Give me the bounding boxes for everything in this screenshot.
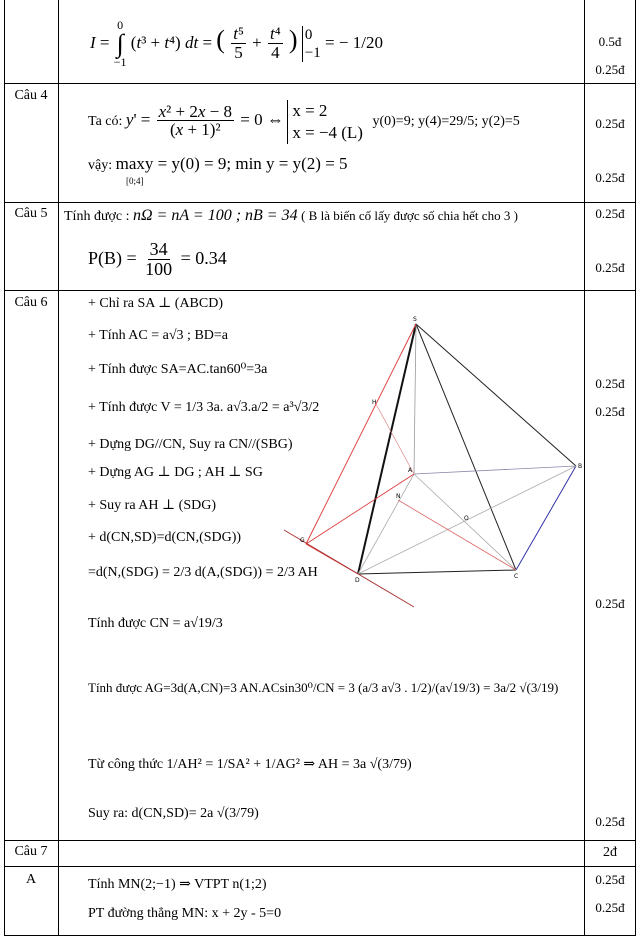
pyramid-figure (280, 312, 590, 612)
point-cau5-2: 0.25đ (595, 260, 625, 275)
row-divider-3 (4, 290, 636, 291)
cau4-label: Câu 4 (14, 88, 48, 103)
line-AC (414, 474, 516, 570)
cau7-line1: Tính MN(2;−1) ⇒ VTPT n(1;2) (88, 877, 267, 892)
edge-AB (414, 466, 576, 474)
cau5-p-label: P(B) = (88, 247, 137, 268)
label-G: G (300, 537, 305, 544)
cau4-interval: [0;4] (126, 176, 144, 186)
point-cau7-1: 0.25đ (595, 872, 625, 887)
cau5-label: Câu 5 (14, 206, 48, 221)
label-D: D (355, 577, 360, 584)
point-cau6-2: 0.25đ (595, 404, 625, 419)
table-divider-label (58, 0, 59, 936)
cau5-num: 34 (149, 239, 168, 259)
cau4-line1: Ta có: y' = $\frac{\text{x² + 2x − 8}}{\text{(x + 1)²}}$ = 0 ⇔ x = 2 x = −4 (L) y(0)=9; y(4)=29/5; y(2)=5 (88, 101, 520, 142)
integral-lower: −1 (113, 55, 127, 69)
cau5-note: ( B là biến cố lấy được số chia hết cho 3 ) (301, 208, 518, 223)
row-divider-5 (4, 866, 636, 867)
cau4-line2 (88, 154, 348, 174)
point-cau4-1: 0.25đ (595, 116, 625, 131)
point-cau6-3: 0.25đ (595, 596, 625, 611)
pyramid-svg (280, 312, 590, 612)
row-divider-4 (4, 840, 636, 841)
edge-SA (414, 324, 416, 474)
edge-SC (416, 324, 516, 570)
cau6-step-3: + Tính được SA=AC.tan60⁰=3a (88, 362, 268, 377)
cau5-eq: nΩ = nA = 100 ; nB = 34 (133, 207, 298, 224)
label-N: N (396, 493, 401, 500)
cau7-label: Câu 7 (14, 844, 48, 859)
cau7-line2: PT đường thẳng MN: x + 2y - 5=0 (88, 906, 282, 921)
label-B: B (578, 463, 583, 470)
cau6-step-11: Tính được AG=3d(A,CN)=3 AN.ACsin30⁰/CN = 3 (a/3 a√3 . 1/2)/(a√19/3) = 3a/2 √(3/19) (88, 680, 559, 695)
cau4-case1: x = 2 (292, 101, 328, 120)
table-border-left (4, 0, 5, 936)
label-S: S (413, 316, 417, 323)
point-cau6-4: 0.25đ (595, 814, 625, 829)
cau6-step-6: + Dựng AG ⊥ DG ; AH ⊥ SG (88, 465, 263, 480)
row-divider-1 (4, 83, 636, 84)
line-AG (306, 474, 414, 544)
cau6-step-5: + Dựng DG//CN, Suy ra CN//(SBG) (88, 437, 293, 452)
cau6-step-4: + Tính được V = 1/3 3a. a√3.a/2 = a³√3/2 (88, 400, 320, 415)
cau6-step-10: Tính được CN = a√19/3 (88, 616, 223, 631)
row-divider-2 (4, 202, 636, 203)
cau6-step-13: Suy ra: d(CN,SD)= 2a √(3/79) (88, 806, 259, 821)
cau5-p-value: = 0.34 (180, 247, 227, 268)
cau5-prefix: Tính được : (64, 209, 130, 224)
cau6-step-9: =d(N,(SDG) = 2/3 d(A,(SDG)) = 2/3 AH (88, 565, 318, 580)
line-CN (398, 500, 516, 570)
edge-AD (358, 474, 414, 574)
point-cau7-2: 0.25đ (595, 900, 625, 915)
cau6-label: Câu 6 (14, 295, 48, 310)
cau6-step-7: + Suy ra AH ⊥ (SDG) (88, 498, 217, 513)
cau6-step-2: + Tính AC = a√3 ; BD=a (88, 328, 228, 343)
cau5-line1 (64, 207, 518, 225)
cau4-prefix: Ta có: (88, 114, 123, 130)
label-C: C (514, 573, 519, 580)
cau7-part-label: A (25, 872, 37, 887)
cau6-step-8: + d(CN,SD)=d(CN,(SDG)) (88, 530, 242, 545)
cau4-line2-eq: maxy = y(0) = 9; min y = y(2) = 5 (115, 154, 348, 173)
point-top-2: 0.25đ (595, 62, 625, 77)
cau7-total: 2đ (603, 845, 617, 860)
point-top-1: 0.5đ (598, 34, 622, 49)
cau4-line2-prefix: vậy: (88, 158, 113, 173)
edge-DC (358, 570, 516, 574)
edge-SD (358, 324, 416, 574)
edge-SG (306, 324, 416, 544)
point-cau6-1: 0.25đ (595, 376, 625, 391)
table-border-right (635, 0, 636, 936)
label-H: H (372, 399, 377, 406)
integral-result: − 1/20 (338, 32, 383, 52)
cau4-values: y(0)=9; y(4)=29/5; y(2)=5 (372, 114, 520, 130)
integral-equation: I = 0 ∫ −1 (t³ + t⁴) dt = ( $\frac{\text{t⁵}}{5}$ + $\frac{\text{t⁴}}{4}$ ) 0 −1 = − 1/20 (90, 18, 383, 69)
label-O: O (464, 515, 469, 522)
cau6-step-1: + Chỉ ra SA ⊥ (ABCD) (88, 296, 224, 311)
label-A: A (408, 467, 413, 474)
cau4-case2: x = −4 (L) (292, 123, 363, 142)
edge-CB (516, 466, 576, 570)
point-cau5-1: 0.25đ (595, 206, 625, 221)
point-cau4-2: 0.25đ (595, 170, 625, 185)
cau6-step-12: Từ công thức 1/AH² = 1/SA² + 1/AG² ⇒ AH = 3a √(3/79) (88, 757, 412, 772)
integral-upper: 0 (117, 18, 124, 32)
cau5-den: 100 (145, 258, 173, 279)
cau5-probability (88, 240, 227, 280)
edge-SB (416, 324, 576, 466)
